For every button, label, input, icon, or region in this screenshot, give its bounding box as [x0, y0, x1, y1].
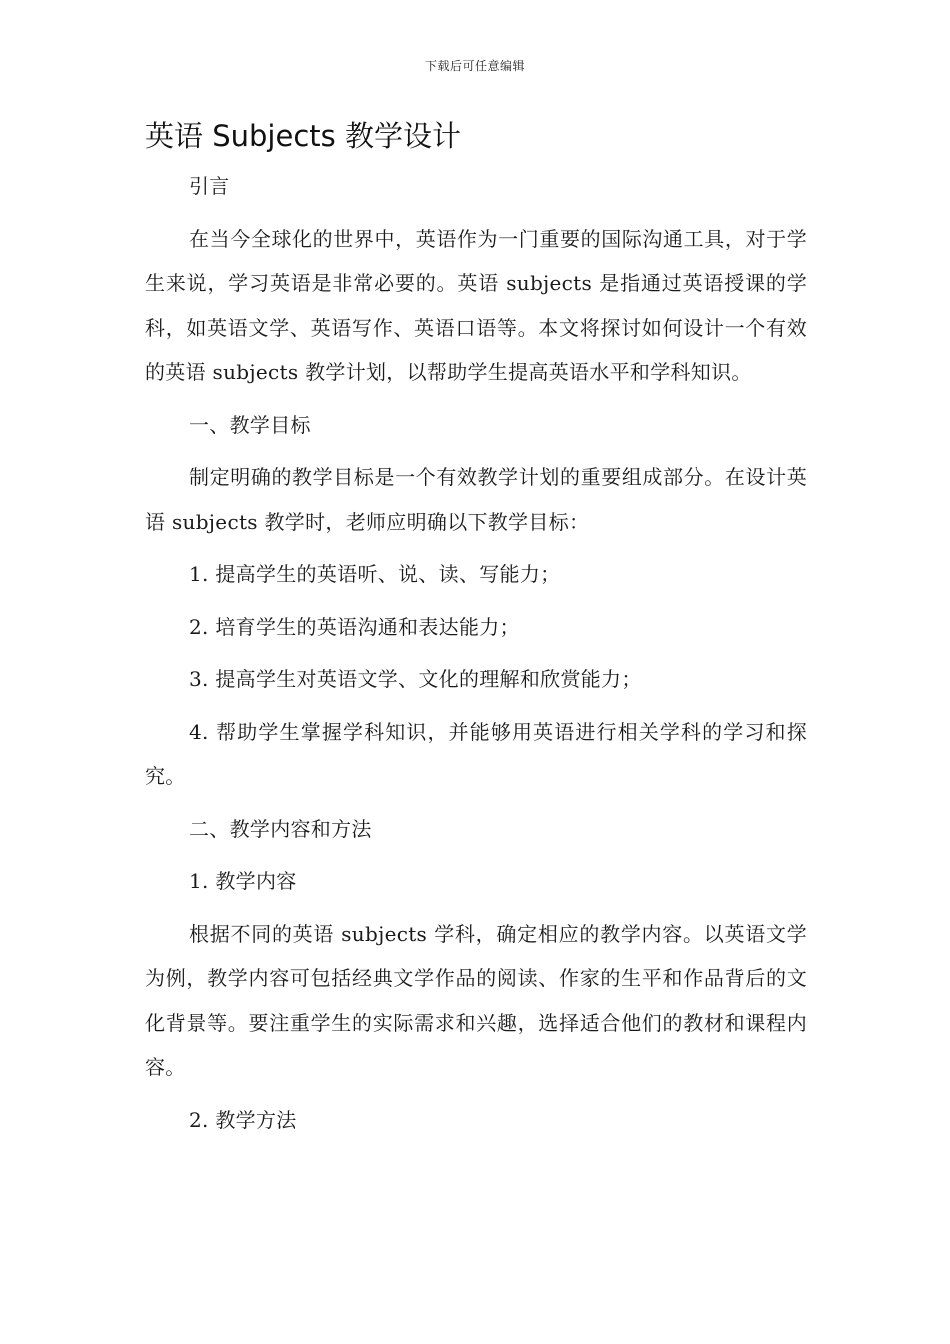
- list-item-goal-4: 4. 帮助学生掌握学科知识，并能够用英语进行相关学科的学习和探究。: [145, 719, 807, 788]
- paragraph-intro: 在当今全球化的世界中，英语作为一门重要的国际沟通工具，对于学生来说，学习英语是非常必要的。英语 subjects 是指通过英语授课的学科，如英语文学、英语写作、英语口语等。本文将探讨如何设计一个有效的英语 subjects 教学计划，以帮助学生提高英语水平和学科知识。: [145, 226, 807, 384]
- section-heading-intro: 引言: [189, 174, 230, 198]
- document-title: 英语 Subjects 教学设计: [145, 119, 461, 153]
- subheading-content: 1. 教学内容: [189, 869, 297, 893]
- paragraph-content: 根据不同的英语 subjects 学科，确定相应的教学内容。以英语文学为例，教学内容可包括经典文学作品的阅读、作家的生平和作品背后的文化背景等。要注重学生的实际需求和兴趣，选择适合他们的教材和课程内容。: [145, 921, 807, 1079]
- subheading-methods: 2. 教学方法: [189, 1107, 297, 1132]
- paragraph-goals: 制定明确的教学目标是一个有效教学计划的重要组成部分。在设计英语 subjects 教学时，老师应明确以下教学目标：: [145, 465, 807, 534]
- list-item-goal-1: 1. 提高学生的英语听、说、读、写能力；: [189, 562, 561, 586]
- document-body: [145, 164, 807, 1142]
- list-item-goal-2: 2. 培育学生的英语沟通和表达能力；: [189, 614, 520, 639]
- section-heading-goals: 一、教学目标: [189, 412, 311, 437]
- list-item-goal-3: 3. 提高学生对英语文学、文化的理解和欣赏能力；: [189, 667, 642, 691]
- section-heading-content-methods: 二、教学内容和方法: [189, 816, 372, 841]
- header-note: 下载后可任意编辑: [424, 59, 525, 73]
